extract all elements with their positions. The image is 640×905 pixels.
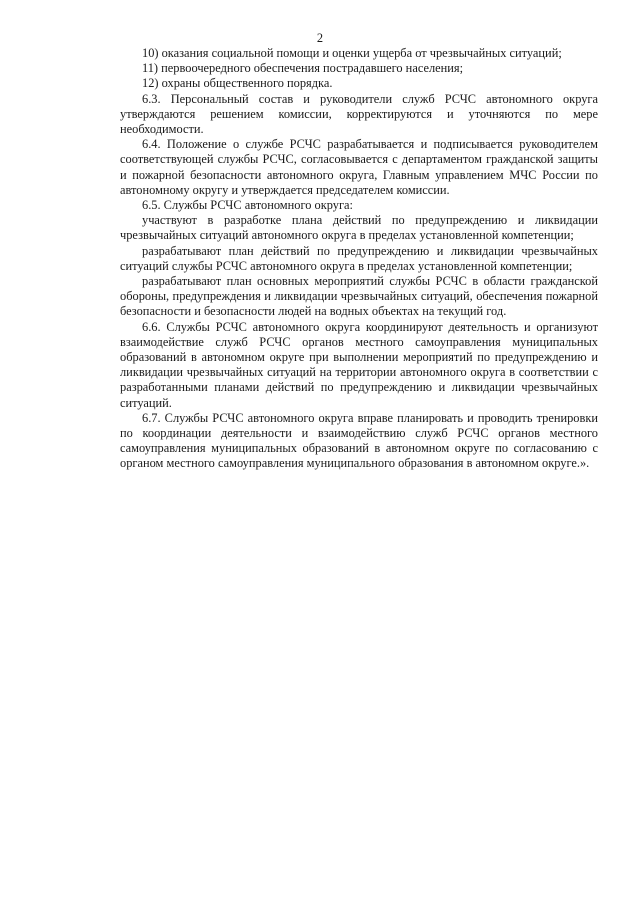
paragraph-6-6: 6.6. Службы РСЧС автономного округа координируют деятельность и организуют взаимодействие служб РСЧС органов местного самоуправления муниципальных образований в автономном округе при выполнении мероприятий по предупреждению и ликвидации чрезвычайных ситуаций на территории автономного округа в соответствии с разработанными планами действий по предупреждению и ликвидации чрезвычайных ситуаций. [120,319,598,410]
paragraph-6-4: 6.4. Положение о службе РСЧС разрабатывается и подписывается руководителем соответствующей службы РСЧС, согласовывается с департаментом гражданской защиты и пожарной безопасности автономного округа, Главным управлением МЧС России по автономному округу и утверждается председателем комиссии. [120,137,598,197]
paragraph-6-5: 6.5. Службы РСЧС автономного округа: [142,198,353,213]
list-item-10: 10) оказания социальной помощи и оценки ущерба от чрезвычайных ситуаций; [142,46,562,60]
paragraph-6-5-item-3: разрабатывают план основных мероприятий службы РСЧС в области гражданской обороны, предупреждения и ликвидации чрезвычайных ситуаций, обеспечения пожарной безопасности и безопасности людей на водных объектах на текущий год. [120,274,598,319]
paragraph-6-5-item-1: участвуют в разработке плана действий по предупреждению и ликвидации чрезвычайных ситуаций автономного округа в пределах установленной компетенции; [120,213,598,243]
list-item-12: 12) охраны общественного порядка. [142,76,333,91]
paragraph-6-5-item-2: разрабатывают план действий по предупреждению и ликвидации чрезвычайных ситуаций службы РСЧС автономного округа в пределах установленной компетенции; [120,243,598,273]
paragraph-6-7: 6.7. Службы РСЧС автономного округа вправе планировать и проводить тренировки по координации деятельности и взаимодействию служб РСЧС органов местного самоуправления муниципальных образований в автономном округе по согласованию с органом местного самоуправления муниципального образования в автономном округе.». [120,410,598,471]
list-item-11: 11) первоочередного обеспечения пострадавшего населения; [142,61,464,76]
page-number: 2 [316,31,324,45]
paragraph-6-3: 6.3. Персональный состав и руководители служб РСЧС автономного округа утверждаются решением комиссии, корректируются и уточняются по мере необходимости. [120,91,598,137]
document-body [120,46,598,472]
